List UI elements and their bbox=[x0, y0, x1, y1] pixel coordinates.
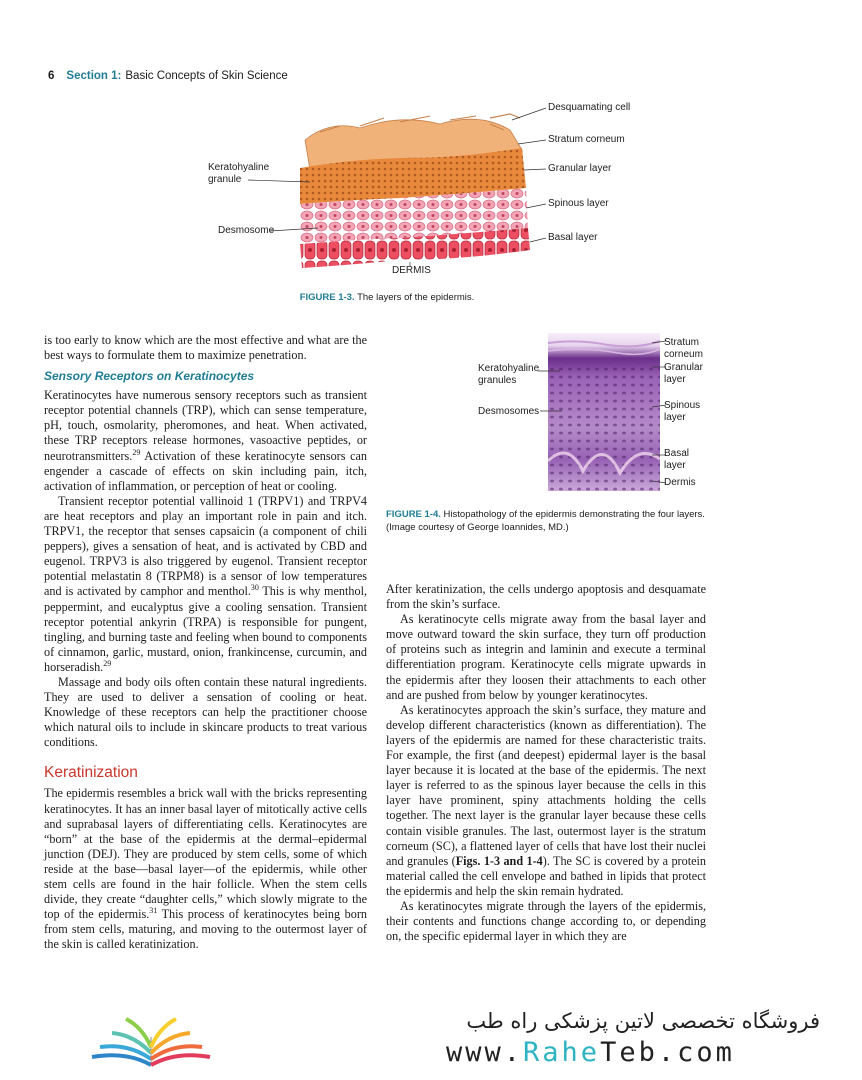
label-spinous-layer: Spinous layer bbox=[548, 198, 609, 209]
label-granular-layer: Granular layer bbox=[548, 163, 612, 174]
paragraph: Keratinocytes have numerous sensory receptors such as transient receptor potential channels (TRP), which can sense temperature, pH, touch, osmolarity, pheromones, and heat. When activated, these TRP receptors release hormones, vasoactive peptides, or neurotransmitters.$^{29}$ Activation of these keratinocyte sensors can engender a cascade of effects on skin including pain, itch, activation of inflammation, or perception of heat or cooling. bbox=[44, 388, 367, 493]
caption-label: FIGURE 1-3. bbox=[299, 292, 355, 303]
paragraph: As keratinocytes approach the skin’s surface, they mature and develop different characteristics (known as differentiation). The layers of the epidermis are named for these characteristic traits. For example, the first (and deepest) epidermal layer is the basal layer because it is located at the base of the epidermis. The next layer is referred to as the spinous layer because the cells in this layer have prominent, spiny attachments holding the cells together. The next layer is the granular layer because these cells contain visible granules. The last, outermost layer is the stratum corneum (SC), a flattened layer of cells that have lost their nuclei and granules (Figs. 1-3 and 1-4). The SC is covered by a protein material called the cell envelope and bathed in lipids that protect the epidermis and help the skin remain hydrated. bbox=[386, 702, 706, 898]
h-label-keratohyaline-2: granules bbox=[478, 375, 517, 386]
section-label: Section 1: bbox=[66, 70, 122, 82]
reference: 29 bbox=[132, 447, 141, 457]
section-title: Basic Concepts of Skin Science bbox=[125, 70, 288, 82]
figure-1-3-caption bbox=[0, 292, 774, 303]
epidermis-illustration bbox=[160, 100, 630, 280]
paragraph: Massage and body oils often contain these natural ingredients. They are used to deliver a sensation of cooling or heat. Knowledge of these receptors can help the practitioner choose which natural oils to include in skincare products to treat various conditions. bbox=[44, 674, 367, 750]
label-keratohyaline-2: granule bbox=[208, 174, 242, 185]
heading-keratinization: Keratinization bbox=[44, 764, 138, 782]
running-header bbox=[48, 70, 288, 82]
label-stratum-corneum: Stratum corneum bbox=[548, 134, 625, 145]
h-label-spinous-1: Spinous bbox=[664, 400, 701, 411]
label-basal-layer: Basal layer bbox=[548, 232, 598, 243]
reference: 30 bbox=[250, 583, 259, 593]
reference: 29 bbox=[103, 658, 112, 668]
watermark-url: www.RaheTeb.com bbox=[446, 1037, 735, 1068]
reference: 31 bbox=[149, 906, 158, 916]
left-column bbox=[44, 333, 367, 952]
right-column bbox=[386, 582, 706, 944]
figure-1-3 bbox=[160, 100, 630, 280]
h-label-basal-1: Basal bbox=[664, 448, 690, 459]
label-desquamating-cell: Desquamating cell bbox=[548, 102, 631, 113]
h-label-granular-2: layer bbox=[664, 374, 686, 385]
watermark-persian-text: فروشگاه تخصصی لاتین پزشکی راه طب bbox=[466, 1009, 820, 1033]
caption-text: Histopathology of the epidermis demonstrating the four layers. (Image courtesy of George Ioannides, MD.) bbox=[386, 509, 705, 533]
page-number: 6 bbox=[48, 70, 55, 82]
figure-1-4 bbox=[390, 333, 703, 493]
h-label-stratum-corneum-2: corneum bbox=[664, 349, 703, 360]
watermark-footer bbox=[0, 995, 862, 1080]
h-label-dermis: Dermis bbox=[664, 477, 696, 488]
h-label-basal-2: layer bbox=[664, 460, 686, 471]
heading-sensory-receptors: Sensory Receptors on Keratinocytes bbox=[44, 369, 255, 384]
figure-reference: Figs. 1-3 and 1-4 bbox=[455, 853, 543, 868]
caption-text: The layers of the epidermis. bbox=[354, 292, 475, 303]
caption-label: FIGURE 1-4. bbox=[386, 509, 441, 520]
h-label-granular-1: Granular bbox=[664, 362, 703, 373]
figure-1-4-caption bbox=[386, 508, 736, 534]
h-label-keratohyaline-1: Keratohyaline bbox=[478, 363, 540, 374]
figure-1-4-leader-lines bbox=[390, 333, 690, 493]
book-logo-icon bbox=[86, 1007, 216, 1069]
paragraph: Transient receptor potential vallinoid 1 (TRPV1) and TRPV4 are heat receptors and play an important role in pain and itch. TRPV1, the receptor that senses capsaicin (a component of chili peppers), gives a sensation of heat, and is activated by CBD and eugenol. TRPV3 is also triggered by eugenol. Transient receptor potential melastatin 8 (TRPM8) is a sensor of low temperatures and is activated by camphor and menthol.$^{30}$ This is why menthol, peppermint, and eucalyptus give a cooling sensation. Transient receptor potential ankyrin (TRPA) is responsible for pungent, tingling, and burning taste and feeling when bound to components of cinnamon, garlic, mustard, onion, frankincense, curcumin, and horseradish.$^{29}$ bbox=[44, 493, 368, 674]
h-label-stratum-corneum-1: Stratum bbox=[664, 337, 700, 348]
label-keratohyaline-1: Keratohyaline bbox=[208, 162, 270, 173]
h-label-desmosomes: Desmosomes bbox=[478, 406, 540, 417]
paragraph: The epidermis resembles a brick wall with the bricks representing keratinocytes. It has an inner basal layer of mitotically active cells and suprabasal layers of differentiating cells. Keratinocytes are “born” at the base of the epidermis at the dermal–epidermal junction (DEJ). They are produced by stem cells, some of which reside at the base—basal layer—of the epidermis, while other stem cells are found in the hair follicle. When the stem cells divide, they create “daughter cells,” which slowly migrate to the top of the epidermis.$^{31}$ This process of keratinocytes being born from stem cells, maturing, and moving to the outermost layer of the skin is called keratinization. bbox=[44, 786, 367, 952]
label-desmosome: Desmosome bbox=[218, 225, 275, 236]
paragraph: is too early to know which are the most effective and what are the best ways to formulate them to maximize penetration. bbox=[44, 333, 367, 363]
label-dermis: DERMIS bbox=[392, 265, 431, 276]
h-label-spinous-2: layer bbox=[664, 412, 686, 423]
paragraph: After keratinization, the cells undergo apoptosis and desquamate from the skin’s surface. bbox=[386, 582, 706, 612]
paragraph: As keratinocytes migrate through the layers of the epidermis, their contents and functions change according to, or depending on, the specific epidermal layer in which they are bbox=[386, 898, 706, 944]
paragraph: As keratinocyte cells migrate away from the basal layer and move outward toward the skin surface, they turn off production of proteins such as integrin and laminin and execute a terminal differentiation program. Keratinocyte cells migrate upwards in the epidermis after they loosen their attachments to each other and are pushed from below by younger keratinocytes. bbox=[386, 612, 706, 702]
